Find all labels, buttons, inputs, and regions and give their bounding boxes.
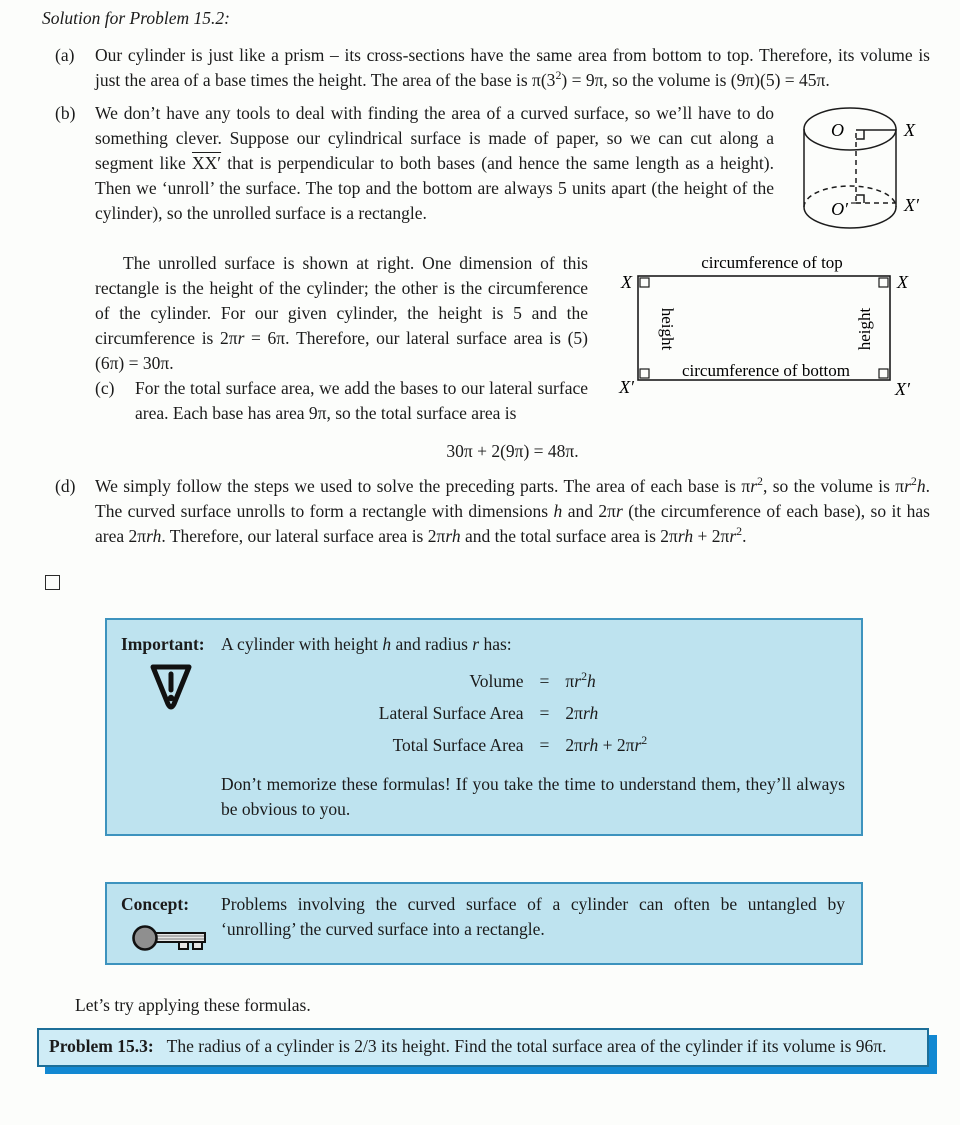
formula-lateral-equals: = bbox=[539, 703, 550, 723]
cylinder-diagram bbox=[790, 99, 942, 239]
corner-mark-tl bbox=[640, 278, 649, 287]
rect-label-xp-bl: X′ bbox=[619, 377, 634, 397]
page-title: Solution for Problem 15.2: bbox=[42, 8, 230, 28]
solution-part-b bbox=[55, 101, 930, 243]
key-shaft bbox=[155, 933, 205, 942]
key-tooth-2 bbox=[193, 942, 202, 949]
part-c-text: For the total surface area, we add the bases to our lateral surface area. Each base has area 9π, so the total surface area is bbox=[135, 378, 588, 423]
part-b-text: We don’t have any tools to deal with finding the area of a curved surface, so we’ll have to do something clever. Suppose our cylindrical surface is made of paper, so we can cut along a segment like XX′ that is perpendicular to both bases (and hence the same length as a height). Then we ‘unroll’ the surface. The top and the bottom are always 5 units apart (the height of the cylinder), so the unrolled surface is a rectangle. bbox=[95, 103, 774, 223]
solution-part-d bbox=[55, 474, 930, 549]
corner-mark-br bbox=[879, 369, 888, 378]
formula-volume-label: Volume bbox=[469, 671, 524, 691]
unrolled-rectangle-figure bbox=[600, 253, 946, 405]
warning-exclamation-dot bbox=[168, 695, 174, 701]
part-a-label: (a) bbox=[55, 45, 75, 65]
rect-label-xp-br: X′ bbox=[895, 379, 910, 399]
solution-part-a bbox=[55, 43, 930, 93]
circumference-bottom-label: circumference of bottom bbox=[681, 361, 851, 380]
key-icon bbox=[121, 921, 221, 955]
part-c-label: (c) bbox=[95, 378, 115, 398]
unrolled-paragraph: The unrolled surface is shown at right. One dimension of this rectangle is the height of the cylinder; the other is the circumference of the cylinder. For our given cylinder, the height is 5 and the circumference is 2πr = 6π. Therefore, our lateral surface area is (5)(6π) = 30π. bbox=[95, 253, 588, 373]
formula-total-label: Total Surface Area bbox=[392, 735, 524, 755]
height-label-left: height bbox=[658, 307, 677, 351]
label-x-prime-bottom: X′ bbox=[904, 195, 919, 215]
part-d-text: We simply follow the steps we used to solve the preceding parts. The area of each base is $\pi r^2$, so the volume is $\pi r^2h$. The curved surface unrolls to form a rectangle with dimensions h and 2πr (the circumference of each base), so it has area 2πrh. Therefore, our lateral surface area is 2πrh and the total surface area is $2\pi rh + 2\pi r^2$. bbox=[95, 474, 930, 546]
formula-volume-value: $\pi r^2h$ bbox=[565, 669, 596, 691]
circumference-top-label: circumference of top bbox=[701, 253, 843, 272]
label-o-prime: O′ bbox=[831, 199, 848, 219]
concept-box bbox=[105, 882, 863, 965]
unrolled-rectangle-diagram bbox=[600, 253, 946, 405]
height-label-right: height bbox=[855, 307, 874, 351]
cylinder-bottom-front-arc bbox=[804, 207, 896, 228]
label-x-top: X bbox=[904, 120, 915, 140]
end-of-solution-marker bbox=[45, 575, 60, 590]
formula-total-value: $2\pi rh + 2\pi r^2$ bbox=[565, 733, 648, 755]
formula-lateral-value: 2πrh bbox=[565, 703, 599, 723]
part-a-text: Our cylinder is just like a prism – its cross-sections have the same area from bottom to top. Therefore, its volume is just the area of a base times the height. The area of the base is $\pi(3^2) = 9\pi$, so the volume is (9π)(5) = 45π. bbox=[95, 45, 930, 90]
rect-label-x-tr: X bbox=[897, 272, 908, 292]
key-tooth-1 bbox=[179, 942, 188, 949]
formula-lateral-label: Lateral Surface Area bbox=[378, 703, 524, 723]
formula-list bbox=[221, 669, 805, 758]
closing-line: Let’s try applying these formulas. bbox=[75, 995, 311, 1015]
concept-text: Problems involving the curved surface of a cylinder can often be untangled by ‘unrolling’ the curved surface into a rectangle. bbox=[221, 894, 845, 939]
important-intro: A cylinder with height h and radius r has: bbox=[221, 634, 512, 654]
top-right-angle-mark bbox=[856, 130, 864, 139]
formula-total-equals: = bbox=[539, 735, 550, 755]
warning-icon bbox=[121, 661, 221, 713]
problem-heading: Problem 15.3: bbox=[49, 1036, 154, 1056]
important-box bbox=[105, 618, 863, 836]
label-o: O bbox=[831, 120, 844, 140]
cylinder-figure bbox=[790, 99, 942, 239]
problem-box bbox=[37, 1028, 929, 1067]
concept-heading: Concept: bbox=[121, 894, 190, 914]
part-b-label: (b) bbox=[55, 103, 76, 123]
important-note: Don’t memorize these formulas! If you take the time to understand them, they’ll always be obvious to you. bbox=[221, 774, 845, 819]
formula-volume-equals: = bbox=[539, 671, 550, 691]
rect-label-x-tl: X bbox=[621, 272, 632, 292]
part-c-equation: 30π + 2(9π) = 48π. bbox=[446, 441, 579, 461]
solution-part-c bbox=[95, 376, 588, 426]
cylinder-top-ellipse bbox=[804, 108, 896, 150]
bottom-right-angle-mark bbox=[856, 195, 864, 203]
problem-text: The radius of a cylinder is 2/3 its height. Find the total surface area of the cylinder if its volume is 96π. bbox=[166, 1036, 887, 1056]
corner-mark-tr bbox=[879, 278, 888, 287]
part-d-label: (d) bbox=[55, 476, 76, 496]
corner-mark-bl bbox=[640, 369, 649, 378]
cylinder-bottom-back-arc bbox=[804, 186, 896, 207]
key-head bbox=[134, 927, 157, 950]
important-heading: Important: bbox=[121, 634, 205, 654]
